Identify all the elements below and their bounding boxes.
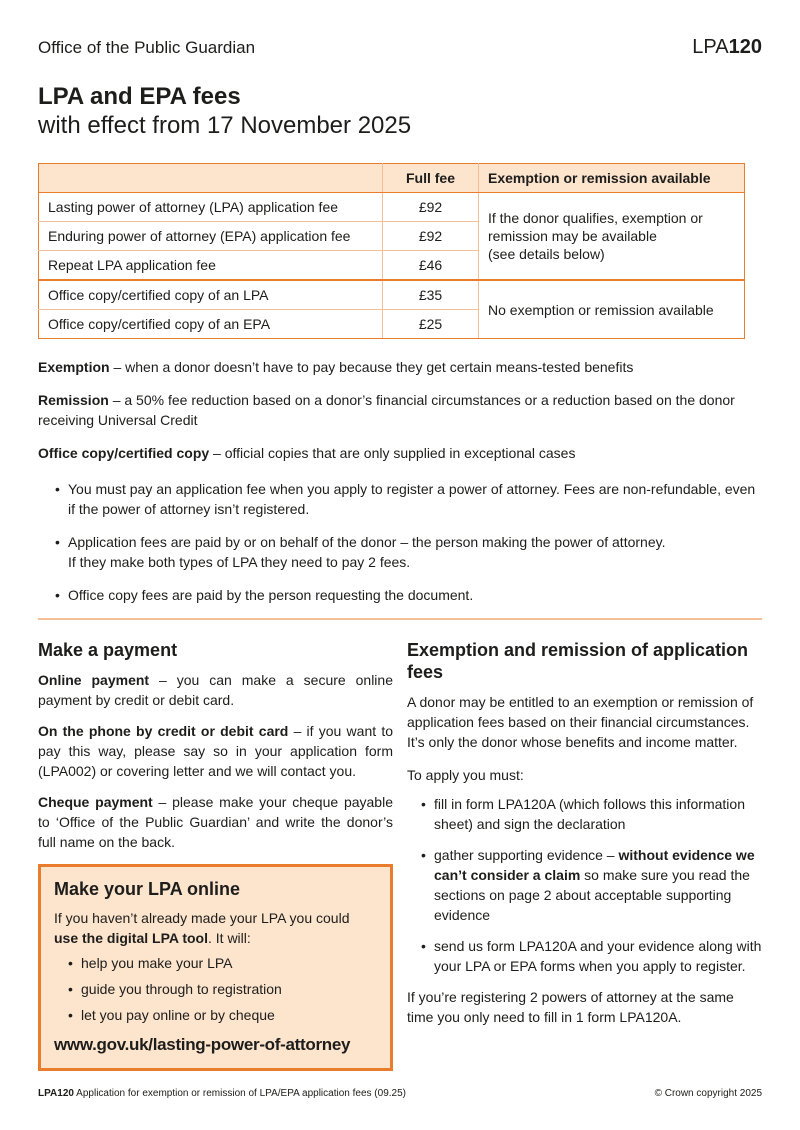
two-powers-paragraph: If you’re registering 2 powers of attorney at the same time you only need to fill in 1 form LPA120A. [407, 989, 734, 1025]
bullet-icon: • [68, 981, 73, 997]
payment-heading: Make a payment [38, 640, 178, 660]
form-code-number: 120 [728, 36, 762, 58]
promo-heading: Make your LPA online [54, 879, 241, 899]
paragraph-text: – if you want to pay this way, please say so in your application form (LPA002) or covering letter and we will contact you. [38, 723, 393, 779]
exemption-heading: Exemption and remission of application fees [407, 640, 749, 682]
fee-row-value: £35 [383, 280, 479, 310]
fee-row-label: Office copy/certified copy of an LPA [39, 280, 383, 310]
definition-term: Remission [38, 392, 109, 408]
exemption-column [407, 639, 762, 1071]
footer-form-code: LPA120 [38, 1088, 74, 1099]
list-item [38, 532, 762, 572]
make-lpa-online-box [38, 864, 393, 1071]
bullet-icon: • [55, 534, 60, 550]
exemption-group1-cell [479, 193, 745, 281]
exemption-group2-cell: No exemption or remission available [479, 280, 745, 339]
note-text [68, 532, 762, 572]
definition-remission [38, 390, 762, 430]
note-line: If they make both types of LPA they need to pay 2 fees. [68, 554, 411, 570]
fee-row-value: £46 [383, 251, 479, 281]
exemption-intro-paragraph: A donor may be entitled to an exemption or remission of application fees based on their financial circumstances. It’s only the donor whose benefits and income matter. [407, 694, 754, 750]
table-row [39, 280, 745, 310]
fee-row-label: Repeat LPA application fee [39, 251, 383, 281]
list-item [38, 585, 762, 605]
definition-exemption [38, 357, 762, 377]
form-code-prefix: LPA [692, 36, 729, 58]
bullet-icon: • [421, 938, 426, 954]
title-block [38, 83, 762, 141]
fee-row-label: Lasting power of attorney (LPA) application fee [39, 193, 383, 222]
bullet-icon: • [68, 955, 73, 971]
promo-bullet-text: guide you through to registration [81, 981, 282, 997]
apply-lead-paragraph: To apply you must: [407, 767, 524, 783]
definition-term: Exemption [38, 359, 110, 375]
note-text [68, 479, 762, 519]
form-code [692, 36, 762, 59]
list-item [54, 953, 377, 973]
bullet-icon: • [55, 481, 60, 497]
bullet-icon: • [68, 1007, 73, 1023]
paragraph-text: – please make your cheque payable to ‘Office of the Public Guardian’ and write the donor’s full name on the back. [38, 794, 393, 850]
paragraph-lead: On the phone by credit or debit card [38, 723, 289, 739]
footer-description: Application for exemption or remission of LPA/EPA application fees (09.25) [73, 1088, 406, 1099]
page-title: LPA and EPA fees [38, 83, 241, 110]
apply-step-text [434, 845, 762, 925]
list-item [38, 479, 762, 519]
bullet-icon: • [55, 587, 60, 603]
apply-step-text: send us form LPA120A and your evidence along with your LPA or EPA forms when you apply to register. [434, 938, 762, 974]
note-text [68, 585, 762, 605]
definition-text: – when a donor doesn’t have to pay because they get certain means-tested benefits [109, 359, 634, 375]
footer-left [38, 1088, 406, 1100]
note-line: Application fees are paid by or on behalf of the donor – the person making the power of attorney. [68, 534, 666, 550]
phone-payment-paragraph [38, 721, 393, 781]
promo-bullet-text: help you make your LPA [81, 955, 233, 971]
table-row [39, 193, 745, 222]
list-item [407, 794, 762, 834]
online-payment-paragraph [38, 670, 393, 710]
exemption-group1-line1: If the donor qualifies, exemption or remission may be available [488, 210, 703, 244]
fee-notes-list [38, 479, 762, 605]
promo-intro-pre: If you haven’t already made your LPA you could [54, 910, 350, 926]
lpa-url: www.gov.uk/lasting-power-of-attorney [54, 1035, 351, 1054]
fee-row-label: Enduring power of attorney (EPA) application fee [39, 222, 383, 251]
apply-step-text: fill in form LPA120A (which follows this information sheet) and sign the declaration [434, 796, 745, 832]
list-item [54, 979, 377, 999]
fee-row-value: £25 [383, 310, 479, 339]
exemption-group1-line2: (see details below) [488, 246, 605, 262]
fees-header-exemption: Exemption or remission available [479, 164, 745, 193]
fee-row-label: Office copy/certified copy of an EPA [39, 310, 383, 339]
promo-bullet-text: let you pay online or by cheque [81, 1007, 275, 1023]
fee-row-value: £92 [383, 193, 479, 222]
page-subtitle: with effect from 17 November 2025 [38, 112, 412, 139]
definition-office-copy [38, 443, 762, 463]
section-divider [38, 618, 762, 620]
fees-header-empty [39, 164, 383, 193]
paragraph-text: – you can make a secure online payment by credit or debit card. [38, 672, 393, 708]
organisation-name: Office of the Public Guardian [38, 38, 256, 57]
definition-term: Office copy/certified copy [38, 445, 210, 461]
list-item [407, 845, 762, 925]
footer-copyright: © Crown copyright 2025 [654, 1088, 762, 1099]
paragraph-lead: Cheque payment [38, 794, 153, 810]
payment-column [38, 639, 393, 1071]
paragraph-lead: Online payment [38, 672, 150, 688]
bullet-icon: • [421, 796, 426, 812]
step-text-bold: without evidence we can’t consider a claim [434, 847, 755, 883]
promo-intro [54, 908, 377, 948]
cheque-payment-paragraph [38, 792, 393, 852]
promo-intro-bold: use the digital LPA tool [54, 930, 208, 946]
bullet-icon: • [421, 847, 426, 863]
document-page [38, 0, 762, 1071]
definition-text: – a 50% fee reduction based on a donor’s financial circumstances or a reduction based on the donor receiving Universal Credit [38, 392, 735, 428]
step-text-post: so make sure you read the sections on page 2 about acceptable supporting evidence [434, 867, 750, 923]
list-item [54, 1005, 377, 1025]
fees-header-fullfee: Full fee [383, 164, 479, 193]
definitions [38, 357, 762, 463]
two-column-area [38, 639, 762, 1071]
step-text-pre: gather supporting evidence – [434, 847, 619, 863]
document-header [38, 36, 762, 59]
fee-row-value: £92 [383, 222, 479, 251]
document-footer [38, 1088, 762, 1100]
promo-intro-post: . It will: [208, 930, 251, 946]
note-line: You must pay an application fee when you apply to register a power of attorney. Fees are non-refundable, even if the power of attorney isn’t registered. [68, 481, 756, 517]
fees-table-header-row [39, 164, 745, 193]
list-item [407, 936, 762, 976]
fees-table [38, 163, 745, 339]
note-line: Office copy fees are paid by the person requesting the document. [68, 587, 474, 603]
definition-text: – official copies that are only supplied in exceptional cases [209, 445, 576, 461]
